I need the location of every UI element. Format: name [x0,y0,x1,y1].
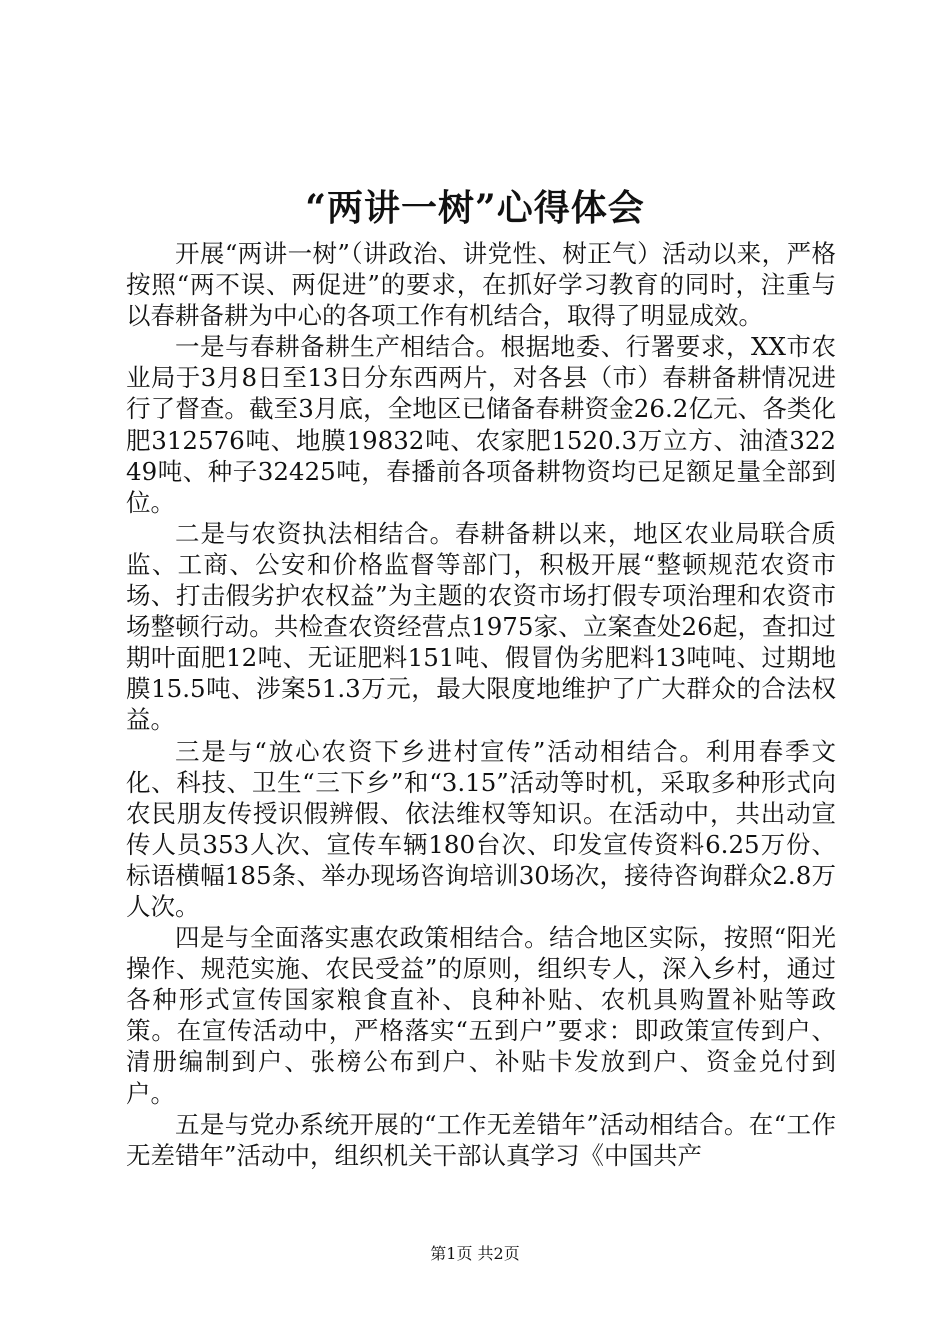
paragraph-spring-farming: 一是与春耕备耕生产相结合。根据地委、行署要求，XX市农业局于3月8日至13日分东西两片，对各县（市）春耕备耕情况进行了督查。截至3月底，全地区已储备春耕资金26.2亿元、各类化肥312576吨、地膜19832吨、农家肥1520.3万立方、油渣32249吨、种子32425吨，春播前各项备耕物资均已足额足量全部到位。 [126,332,836,517]
document-title: “两讲一树”心得体会 [305,187,645,229]
paragraph-rural-publicity: 三是与“放心农资下乡进村宣传”活动相结合。利用春季文化、科技、卫生“三下乡”和“3.15”活动等时机，采取多种形式向农民朋友传授识假辨假、依法维权等知识。在活动中，共出动宣传人员353人次、宣传车辆180台次、印发宣传资料6.25万份、标语横幅185条、举办现场咨询培训30场次，接待咨询群众2.8万人次。 [126,736,836,921]
paragraph-zero-error-year: 五是与党办系统开展的“工作无差错年”活动相结合。在“工作无差错年”活动中，组织机关干部认真学习《中国共产 [126,1109,836,1170]
document-body [126,238,836,1171]
paragraph-law-enforcement: 二是与农资执法相结合。春耕备耕以来，地区农业局联合质监、工商、公安和价格监督等部门，积极开展“整顿规范农资市场、打击假劣护农权益”为主题的农资市场打假专项治理和农资市场整顿行动。共检查农资经营点1975家、立案查处26起，查扣过期叶面肥12吨、无证肥料151吨、假冒伪劣肥料13吨吨、过期地膜15.5吨、涉案51.3万元，最大限度地维护了广大群众的合法权益。 [126,518,836,735]
paragraph-intro: 开展“两讲一树”（讲政治、讲党性、树正气）活动以来，严格按照“两不误、两促进”的要求，在抓好学习教育的同时，注重与以春耕备耕为中心的各项工作有机结合，取得了明显成效。 [126,239,836,331]
page-footer: 第1页 共2页 [430,1244,520,1263]
paragraph-farm-policy: 四是与全面落实惠农政策相结合。结合地区实际，按照“阳光操作、规范实施、农民受益”的原则，组织专人，深入乡村，通过各种形式宣传国家粮食直补、良种补贴、农机具购置补贴等政策。在宣传活动中，严格落实“五到户”要求：即政策宣传到户、清册编制到户、张榜公布到户、补贴卡发放到户、资金兑付到户。 [126,923,836,1108]
